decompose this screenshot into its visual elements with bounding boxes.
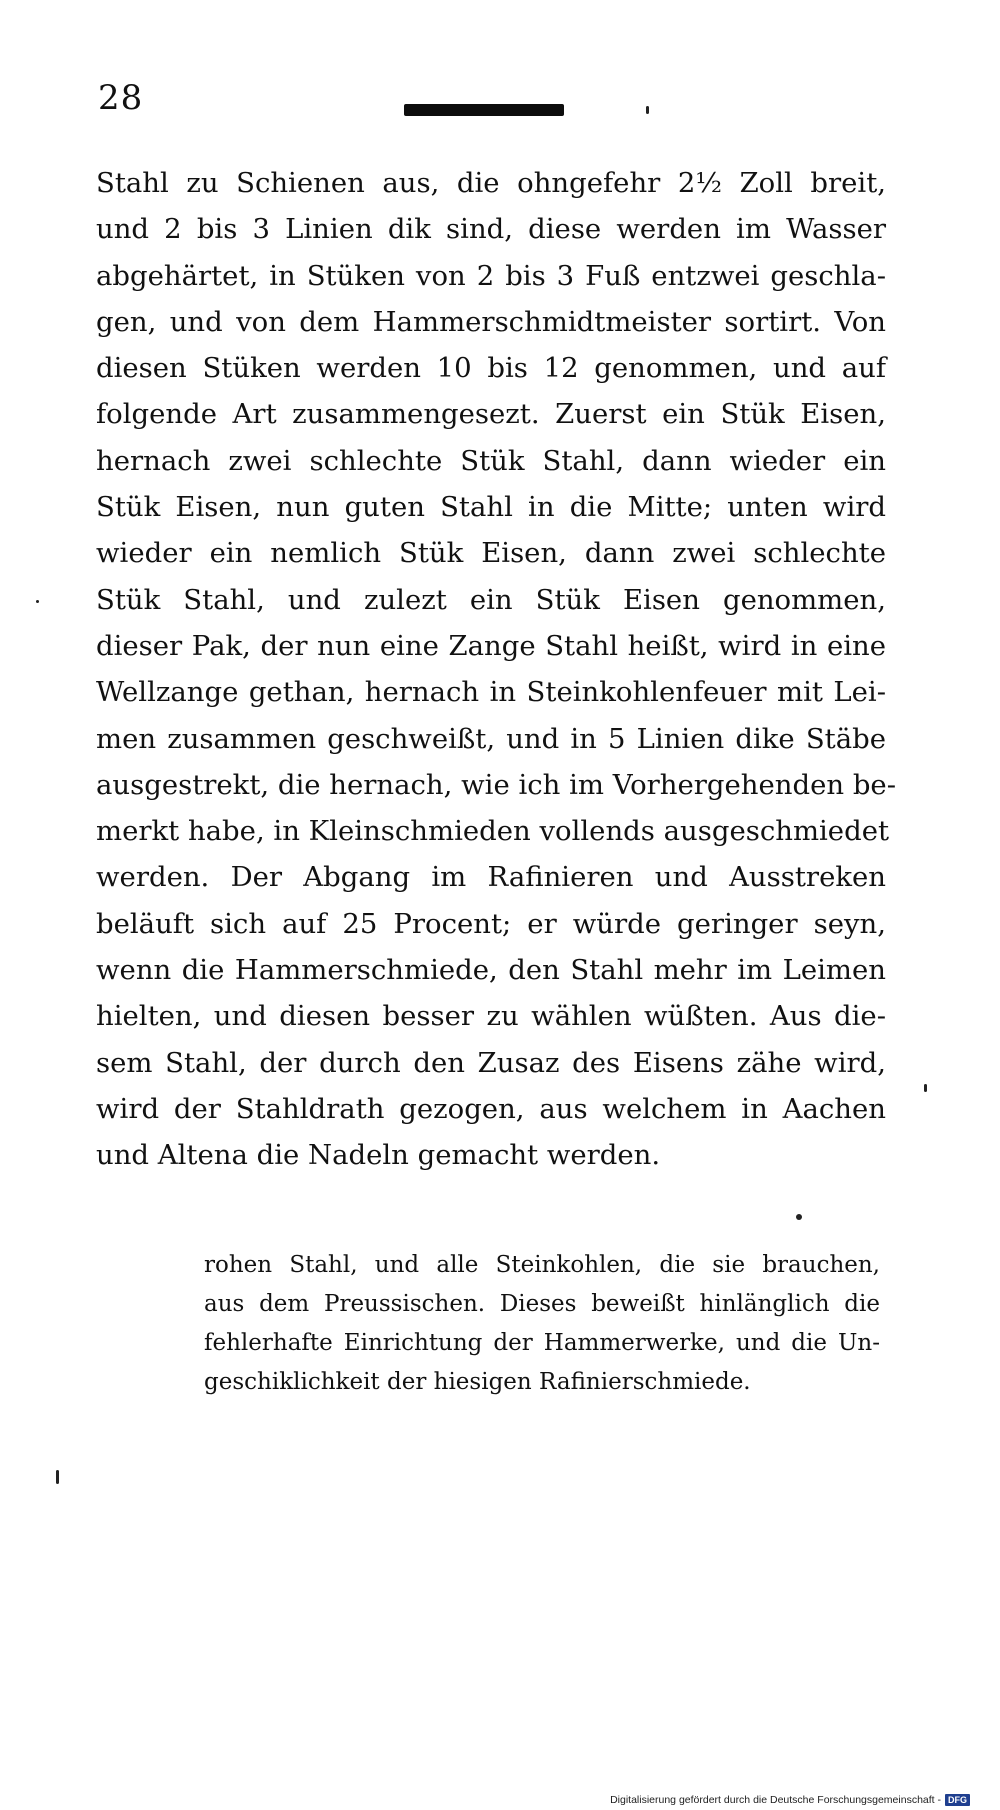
body-line: und Altena die Nadeln gemacht werden. [96, 1139, 661, 1172]
dfg-logo: DFG [945, 1794, 970, 1806]
footnote-line: aus dem Preussischen. Dieses beweißt hinlänglich die [204, 1291, 880, 1317]
body-line: men zusammen geschweißt, und in 5 Linien dike Stäbe [96, 722, 886, 755]
scan-speck [796, 1214, 802, 1220]
body-line: beläuft sich auf 25 Procent; er würde geringer seyn, [96, 907, 886, 940]
body-line: werden. Der Abgang im Rafinieren und Ausstreken [96, 861, 886, 894]
body-line: hielten, und diesen besser zu wählen wüßten. Aus die- [96, 1000, 886, 1033]
body-line: Stahl zu Schienen aus, die ohngefehr 2½ Zoll breit, [96, 167, 886, 199]
body-line: wenn die Hammerschmiede, den Stahl mehr im Leimen [96, 954, 886, 987]
credit-text: Digitalisierung gefördert durch die Deutsche Forschungsgemeinschaft - [610, 1794, 941, 1806]
body-line: ausgestrekt, die hernach, wie ich im Vorhergehenden be- [96, 768, 896, 801]
body-line: sem Stahl, der durch den Zusaz des Eisens zähe wird, [96, 1046, 886, 1079]
body-line: hernach zwei schlechte Stük Stahl, dann wieder ein [96, 444, 886, 477]
scan-speck [36, 600, 39, 603]
body-line: merkt habe, in Kleinschmieden vollends ausgeschmiedet [96, 815, 890, 848]
body-line: wird der Stahldrath gezogen, aus welchem in Aachen [96, 1092, 886, 1125]
footnote-line: fehlerhafte Einrichtung der Hammerwerke, und die Un- [204, 1330, 880, 1356]
body-line: Stük Stahl, und zulezt ein Stük Eisen genommen, [96, 583, 886, 616]
scan-speck [56, 1470, 59, 1484]
digitization-credit [610, 1794, 970, 1806]
body-line: abgehärtet, in Stüken von 2 bis 3 Fuß entzwei geschla- [96, 259, 886, 292]
header-rule [404, 104, 564, 116]
body-line: dieser Pak, der nun eine Zange Stahl heißt, wird in eine [96, 629, 886, 662]
body-line: gen, und von dem Hammerschmidtmeister sortirt. Von [96, 305, 886, 338]
page-number: 28 [98, 78, 144, 118]
body-line: diesen Stüken werden 10 bis 12 genommen, und auf [96, 352, 886, 385]
body-line: und 2 bis 3 Linien dik sind, diese werden im Wasser [96, 213, 886, 246]
body-line: Wellzange gethan, hernach in Steinkohlenfeuer mit Lei- [96, 676, 886, 709]
body-line: Stük Eisen, nun guten Stahl in die Mitte; unten wird [96, 491, 886, 524]
scan-speck [924, 1084, 927, 1092]
footnote-line: geschiklichkeit der hiesigen Rafinierschmiede. [204, 1369, 751, 1395]
body-line: folgende Art zusammengesezt. Zuerst ein Stük Eisen, [96, 398, 886, 431]
body-line: wieder ein nemlich Stük Eisen, dann zwei schlechte [96, 537, 886, 570]
scan-speck [646, 106, 649, 114]
body-text [96, 160, 896, 1179]
footnote [204, 1246, 880, 1402]
footnote-line: rohen Stahl, und alle Steinkohlen, die sie brauchen, [204, 1252, 880, 1278]
